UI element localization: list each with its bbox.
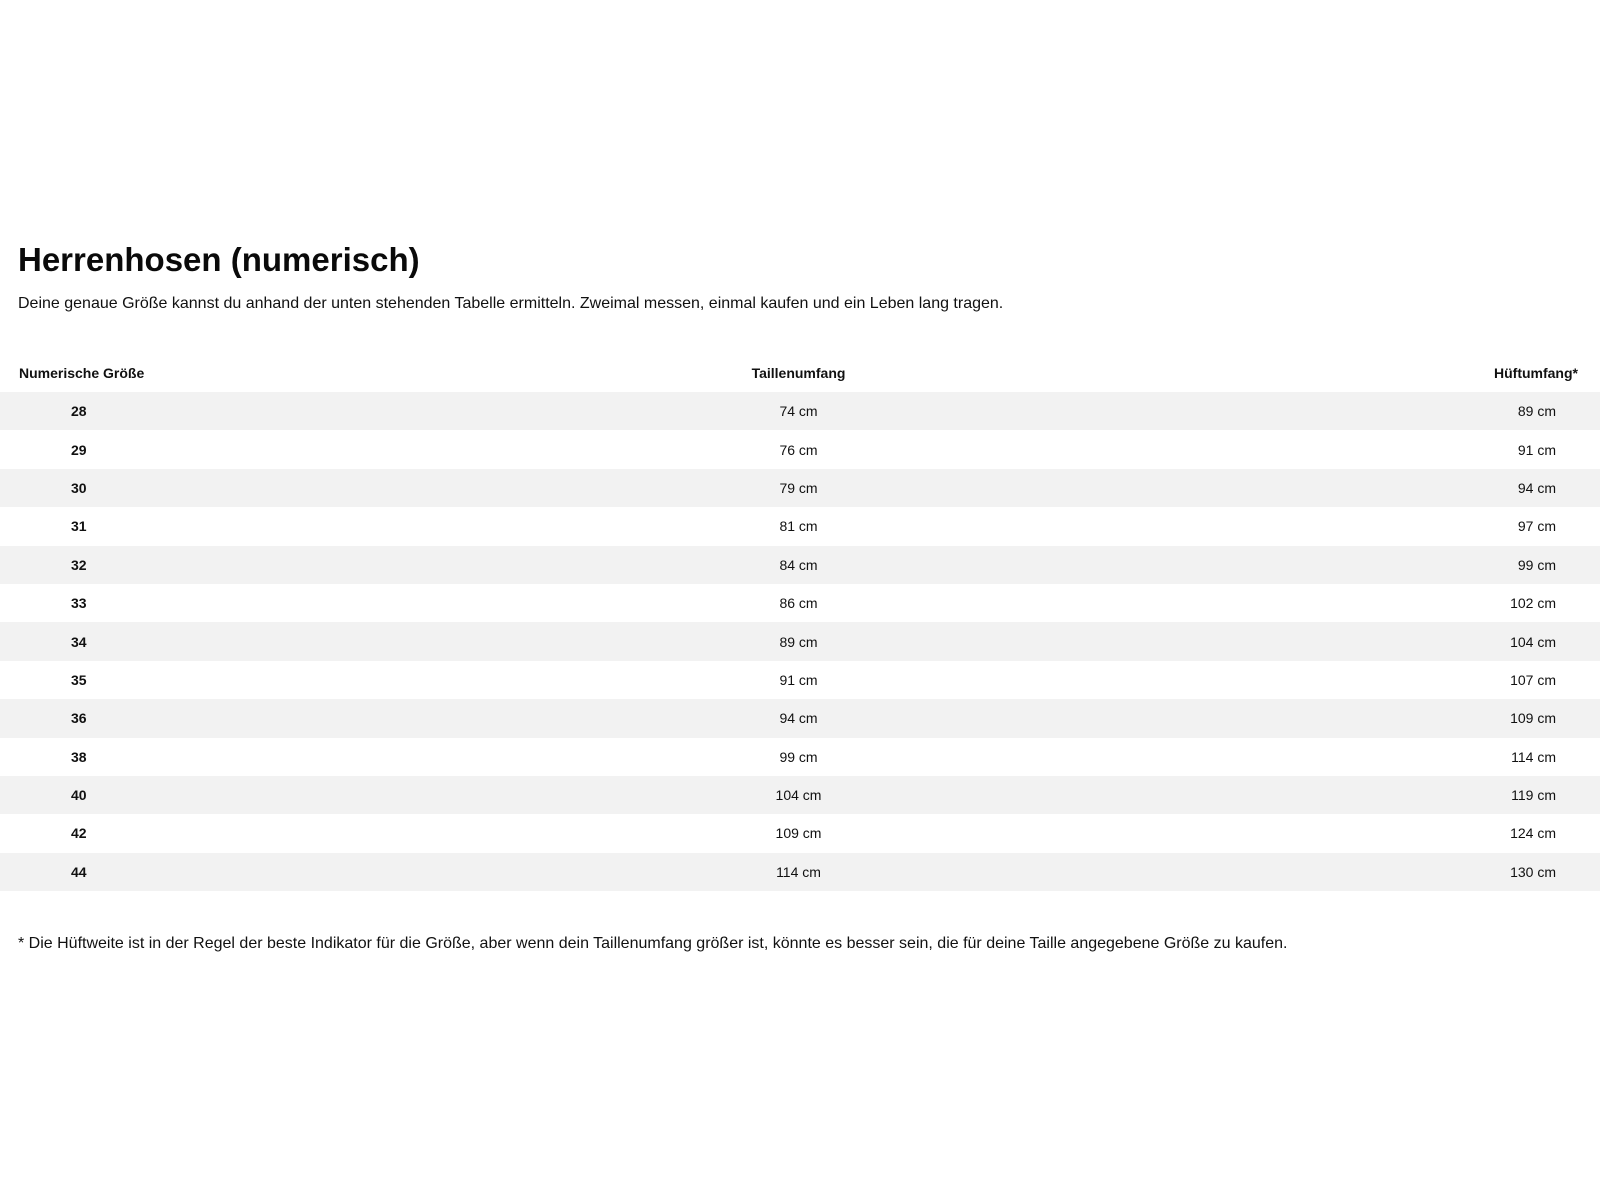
footnote: * Die Hüftweite ist in der Regel der beste Indikator für die Größe, aber wenn dein Taillenumfang größer ist, könnte es besser sein, die für deine Taille angegebene Größe zu kaufen.: [18, 935, 1288, 952]
intro-text: Deine genaue Größe kannst du anhand der unten stehenden Tabelle ermitteln. Zweimal messen, einmal kaufen und ein Leben lang tragen.: [18, 295, 1004, 312]
header-row: [0, 354, 1600, 392]
hip-cell: 97 cm: [1517, 518, 1556, 535]
waist-cell: 79 cm: [319, 469, 1278, 507]
header-numeric-size: Numerische Größe: [19, 365, 145, 381]
waist-cell: 74 cm: [319, 392, 1278, 430]
size-cell: 44: [0, 853, 319, 891]
hip-cell: 102 cm: [1510, 595, 1556, 612]
table-row: [0, 814, 1600, 852]
header-waist: Taillenumfang: [751, 365, 846, 381]
waist-cell: 84 cm: [319, 546, 1278, 584]
table-row: [0, 738, 1600, 776]
hip-cell: 119 cm: [1278, 776, 1600, 814]
table-row: [0, 584, 1600, 622]
hip-cell: 94 cm: [1278, 469, 1600, 507]
hip-cell: 104 cm: [1278, 622, 1600, 660]
hip-cell: 89 cm: [1278, 392, 1600, 430]
hip-cell: 99 cm: [1278, 546, 1600, 584]
table-row: [0, 392, 1600, 430]
table-header: [0, 354, 1600, 392]
size-cell: 32: [0, 546, 319, 584]
hip-cell: 91 cm: [1517, 441, 1556, 458]
waist-cell: 104 cm: [319, 776, 1278, 814]
table-row: [0, 507, 1600, 545]
table-row: [0, 430, 1600, 468]
hip-cell: 109 cm: [1278, 699, 1600, 737]
table-row: [0, 776, 1600, 814]
page-title: Herrenhosen (numerisch): [18, 241, 420, 278]
table-row: [0, 699, 1600, 737]
waist-cell: 76 cm: [779, 441, 818, 458]
size-cell: 33: [71, 595, 87, 612]
size-cell: 35: [71, 671, 87, 688]
size-cell: 28: [0, 392, 319, 430]
size-cell: 30: [0, 469, 319, 507]
waist-cell: 109 cm: [775, 825, 822, 842]
table-row: [0, 853, 1600, 891]
size-table: [0, 354, 1600, 891]
hip-cell: 114 cm: [1511, 748, 1556, 765]
size-cell: 42: [71, 825, 87, 842]
header-hip: Hüftumfang*: [1494, 365, 1578, 381]
waist-cell: 89 cm: [319, 622, 1278, 660]
table-row: [0, 622, 1600, 660]
size-cell: 29: [71, 441, 87, 458]
size-cell: 38: [71, 748, 87, 765]
table-body: [0, 392, 1600, 891]
hip-cell: 130 cm: [1278, 853, 1600, 891]
size-cell: 31: [71, 518, 87, 535]
size-cell: 34: [0, 622, 319, 660]
waist-cell: 86 cm: [779, 595, 818, 612]
waist-cell: 99 cm: [779, 748, 818, 765]
waist-cell: 114 cm: [319, 853, 1278, 891]
waist-cell: 81 cm: [779, 518, 818, 535]
size-cell: 36: [0, 699, 319, 737]
table-row: [0, 661, 1600, 699]
table-row: [0, 469, 1600, 507]
table-row: [0, 546, 1600, 584]
hip-cell: 124 cm: [1510, 825, 1556, 842]
waist-cell: 94 cm: [319, 699, 1278, 737]
size-cell: 40: [0, 776, 319, 814]
waist-cell: 91 cm: [779, 671, 818, 688]
hip-cell: 107 cm: [1510, 671, 1556, 688]
